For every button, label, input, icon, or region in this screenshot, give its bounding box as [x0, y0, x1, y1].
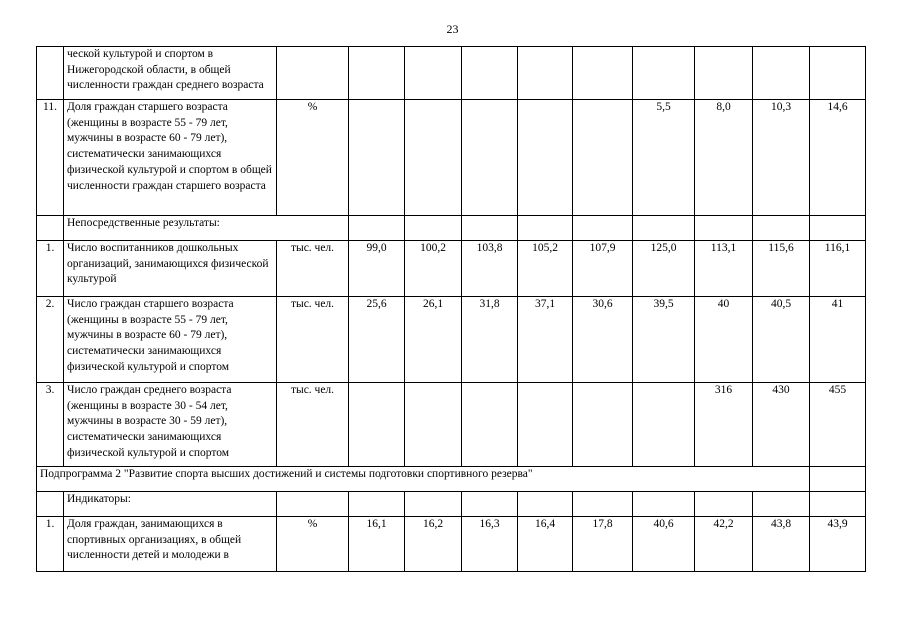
unit-cell: % [277, 517, 349, 572]
section-label: Непосредственные результаты: [64, 216, 349, 241]
value-cell: 100,2 [405, 241, 462, 297]
value-cell: 113,1 [695, 241, 753, 297]
value-cell [518, 100, 573, 216]
value-cell: 26,1 [405, 297, 462, 383]
section-label: Индикаторы: [64, 492, 277, 517]
row-number: 2. [37, 297, 64, 383]
value-cell: 14,6 [810, 100, 866, 216]
value-cell: 316 [695, 383, 753, 467]
value-cell: 125,0 [633, 241, 695, 297]
indicator-name: Число воспитанников дошкольных организаций, занимающихся физической культурой [64, 241, 277, 297]
subprogram-row [37, 467, 866, 492]
value-cell: 8,0 [695, 100, 753, 216]
table-row [37, 297, 866, 383]
value-cell [462, 383, 518, 467]
value-cell: 16,3 [462, 517, 518, 572]
value-cell: 103,8 [462, 241, 518, 297]
value-cell: 107,9 [573, 241, 633, 297]
value-cell: 16,1 [349, 517, 405, 572]
row-number: 1. [37, 517, 64, 572]
value-cell: 10,3 [753, 100, 810, 216]
value-cell: 39,5 [633, 297, 695, 383]
value-cell [573, 383, 633, 467]
value-cell [405, 383, 462, 467]
unit-cell: тыс. чел. [277, 383, 349, 467]
unit-cell [277, 47, 349, 100]
row-number: 3. [37, 383, 64, 467]
value-cell: 105,2 [518, 241, 573, 297]
value-cell [810, 47, 866, 100]
table-row [37, 241, 866, 297]
value-cell: 42,2 [695, 517, 753, 572]
row-number: 1. [37, 241, 64, 297]
indicator-name: ческой культурой и спортом в Нижегородской области, в общей численности граждан среднего возраста [64, 47, 277, 100]
value-cell [349, 383, 405, 467]
value-cell: 43,8 [753, 517, 810, 572]
table-row [37, 383, 866, 467]
section-label-row [37, 216, 866, 241]
value-cell [349, 47, 405, 100]
row-number [37, 47, 64, 100]
value-cell [518, 383, 573, 467]
value-cell: 5,5 [633, 100, 695, 216]
page-number: 23 [446, 22, 459, 36]
section-label-row [37, 492, 866, 517]
value-cell [753, 47, 810, 100]
value-cell: 30,6 [573, 297, 633, 383]
value-cell: 43,9 [810, 517, 866, 572]
unit-cell: тыс. чел. [277, 297, 349, 383]
indicator-name: Число граждан старшего возраста (женщины в возрасте 55 - 79 лет, мужчины в возрасте 60 - 79 лет), систематически занимающихся физической культурой и спортом [64, 297, 277, 383]
value-cell: 16,2 [405, 517, 462, 572]
table-row [37, 47, 866, 100]
row-number: 11. [37, 100, 64, 216]
value-cell: 16,4 [518, 517, 573, 572]
value-cell [405, 100, 462, 216]
value-cell: 99,0 [349, 241, 405, 297]
value-cell: 17,8 [573, 517, 633, 572]
value-cell [518, 47, 573, 100]
value-cell [573, 47, 633, 100]
value-cell: 430 [753, 383, 810, 467]
table-row [37, 100, 866, 216]
indicator-table [36, 46, 866, 572]
value-cell: 40 [695, 297, 753, 383]
unit-cell: % [277, 100, 349, 216]
value-cell: 40,6 [633, 517, 695, 572]
value-cell [462, 47, 518, 100]
table-row [37, 517, 866, 572]
value-cell [462, 100, 518, 216]
value-cell [633, 47, 695, 100]
value-cell [573, 100, 633, 216]
indicator-name: Доля граждан, занимающихся в спортивных организациях, в общей численности детей и молодежи в [64, 517, 277, 572]
subprogram-title: Подпрограмма 2 "Развитие спорта высших достижений и системы подготовки спортивного резерва" [37, 467, 810, 492]
unit-cell: тыс. чел. [277, 241, 349, 297]
value-cell [349, 100, 405, 216]
value-cell [633, 383, 695, 467]
value-cell: 41 [810, 297, 866, 383]
value-cell: 31,8 [462, 297, 518, 383]
value-cell [405, 47, 462, 100]
value-cell: 37,1 [518, 297, 573, 383]
indicator-name: Число граждан среднего возраста (женщины в возрасте 30 - 54 лет, мужчины в возрасте 30 - 59 лет), систематически занимающихся физической культурой и спортом [64, 383, 277, 467]
value-cell: 116,1 [810, 241, 866, 297]
indicator-name: Доля граждан старшего возраста (женщины в возрасте 55 - 79 лет, мужчины в возрасте 60 - 79 лет), систематически занимающихся физической культурой и спортом в общей численности граждан старшего возраста [64, 100, 277, 216]
value-cell: 25,6 [349, 297, 405, 383]
value-cell: 455 [810, 383, 866, 467]
value-cell: 115,6 [753, 241, 810, 297]
value-cell [695, 47, 753, 100]
value-cell: 40,5 [753, 297, 810, 383]
